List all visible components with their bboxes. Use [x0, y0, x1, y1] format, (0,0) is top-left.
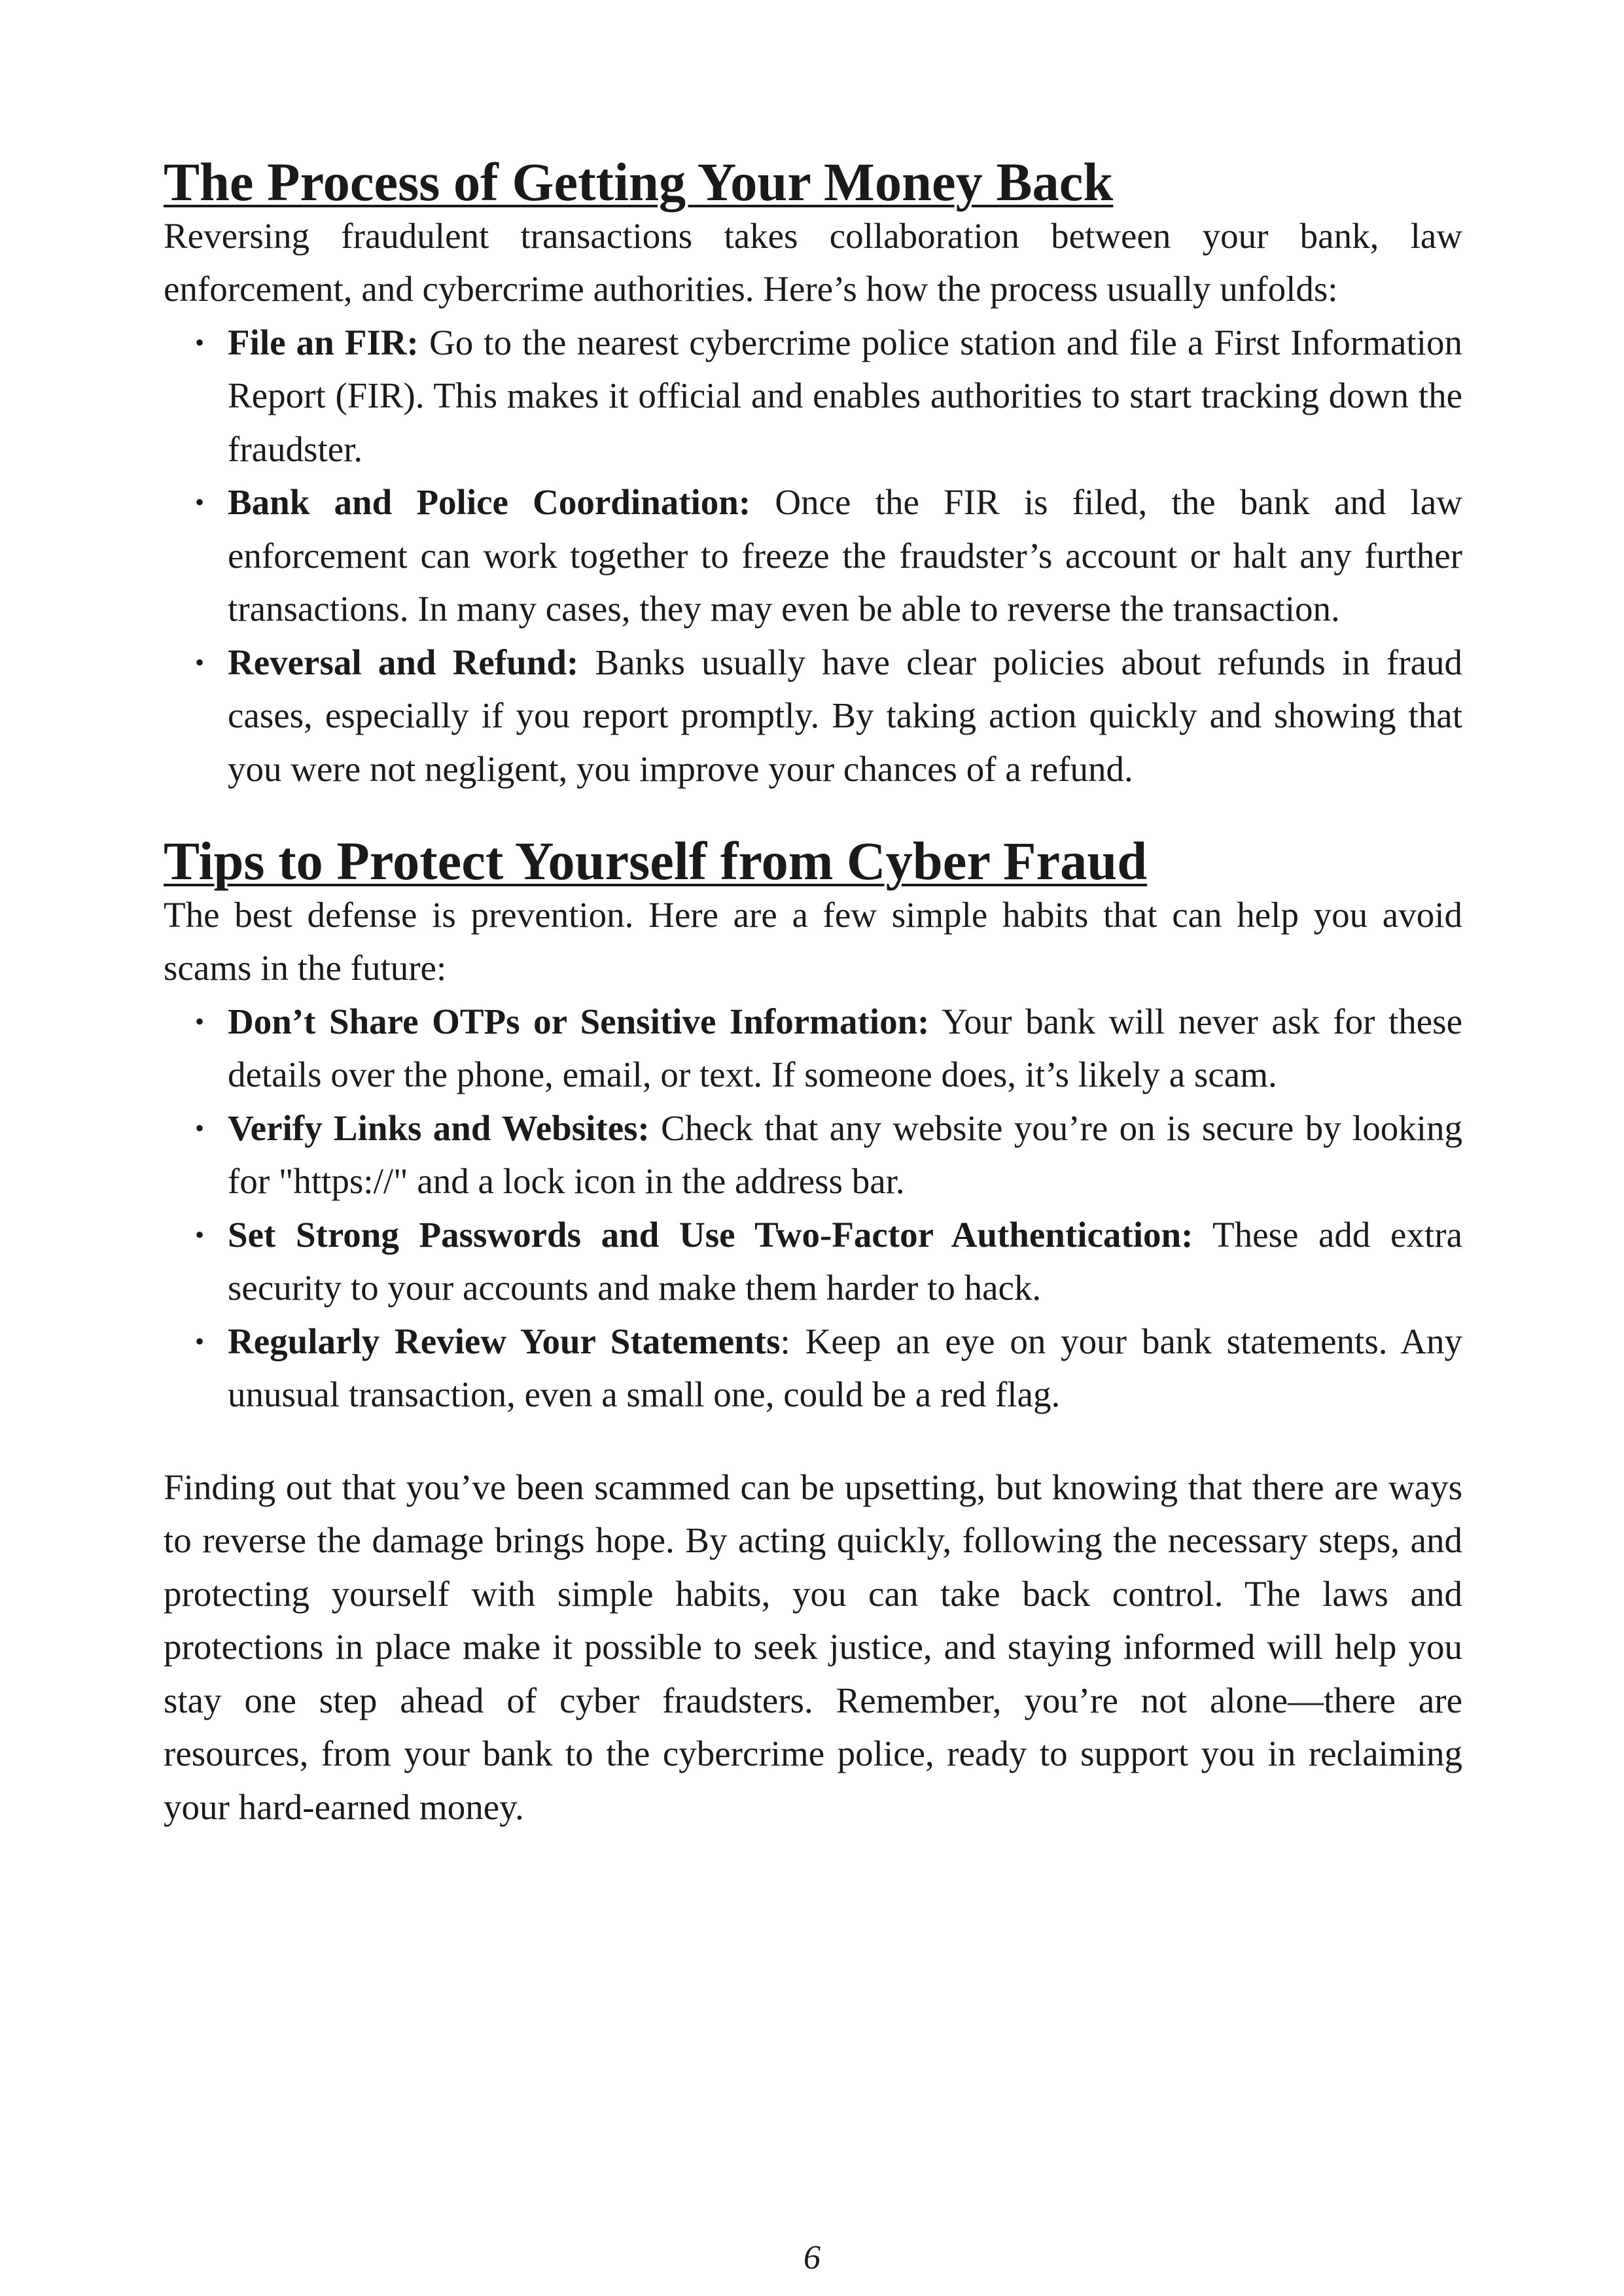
- list-item-text: Once the FIR is filed, the bank and law enforcement can work together to freeze the fraudster’s account or halt any further transactions. In many cases, they may even be able to reverse the transaction.: [228, 482, 1462, 629]
- section-spacer: [164, 1421, 1462, 1461]
- list-item-statements: [195, 1315, 1462, 1421]
- list-item-term: Reversal and Refund:: [228, 642, 579, 682]
- bullet-icon: •: [195, 327, 205, 357]
- list-item-term: Bank and Police Coordination:: [228, 482, 751, 522]
- bullet-icon: •: [195, 487, 205, 517]
- list-item-reversal-refund: [195, 636, 1463, 796]
- process-list: [164, 316, 1462, 796]
- list-item-text: Your bank will never ask for these details over the phone, email, or text. If someone does, it’s likely a scam.: [228, 1001, 1462, 1094]
- list-item-term: File an FIR:: [228, 322, 419, 362]
- section-spacer: [164, 795, 1462, 835]
- list-item-text: Check that any website you’re on is secure by looking for "https://" and a lock icon in the address bar.: [228, 1107, 1462, 1201]
- page-content: [164, 152, 1463, 1834]
- section-heading-money-back: The Process of Getting Your Money Back: [164, 152, 1114, 212]
- section-intro-tips: The best defense is prevention. Here are a few simple habits that can help you avoid scams in the future:: [164, 894, 1462, 988]
- list-item-file-fir: [195, 316, 1462, 476]
- conclusion-paragraph: Finding out that you’ve been scammed can be upsetting, but knowing that there are ways to reverse the damage brings hope. By acting quickly, following the necessary steps, and protecting yourself with simple habits, you can take back control. The laws and protections in place make it possible to seek justice, and staying informed will help you stay one step ahead of cyber fraudsters. Remember, you’re not alone—there are resources, from your bank to the cybercrime police, ready to support you in reclaiming your hard-earned money.: [164, 1467, 1462, 1827]
- bullet-icon: •: [195, 1113, 205, 1143]
- page-number: 6: [803, 2239, 821, 2276]
- list-item-term: Don’t Share OTPs or Sensitive Information:: [228, 1001, 930, 1041]
- bullet-icon: •: [195, 1219, 205, 1249]
- list-item-term: Verify Links and Websites:: [228, 1107, 650, 1148]
- list-item-text: These add extra security to your accounts and make them harder to hack.: [228, 1214, 1462, 1308]
- tips-list: [164, 995, 1462, 1421]
- list-item-term: Set Strong Passwords and Use Two-Factor Authentication:: [228, 1214, 1193, 1255]
- bullet-icon: •: [195, 1006, 205, 1036]
- bullet-icon: •: [195, 647, 205, 677]
- list-item-verify-links: [195, 1102, 1462, 1208]
- section-heading-tips: Tips to Protect Yourself from Cyber Fraud: [164, 831, 1148, 891]
- list-item-term: Regularly Review Your Statements: [228, 1321, 781, 1361]
- list-item-otp: [195, 995, 1462, 1102]
- list-item-passwords: [195, 1208, 1462, 1315]
- list-item-text: Banks usually have clear policies about refunds in fraud cases, especially if you report promptly. By taking action quickly and showing that you were not negligent, you improve your chances of a refund.: [228, 642, 1463, 789]
- section-intro-money-back: Reversing fraudulent transactions takes collaboration between your bank, law enforcement, and cybercrime authorities. Here’s how the process usually unfolds:: [164, 215, 1462, 309]
- bullet-icon: •: [195, 1326, 205, 1356]
- list-item-text: Go to the nearest cybercrime police station and file a First Information Report (FIR). This makes it official and enables authorities to start tracking down the fraudster.: [228, 322, 1462, 469]
- list-item-text: : Keep an eye on your bank statements. Any unusual transaction, even a small one, could be a red flag.: [228, 1321, 1462, 1414]
- list-item-bank-police: [195, 476, 1462, 636]
